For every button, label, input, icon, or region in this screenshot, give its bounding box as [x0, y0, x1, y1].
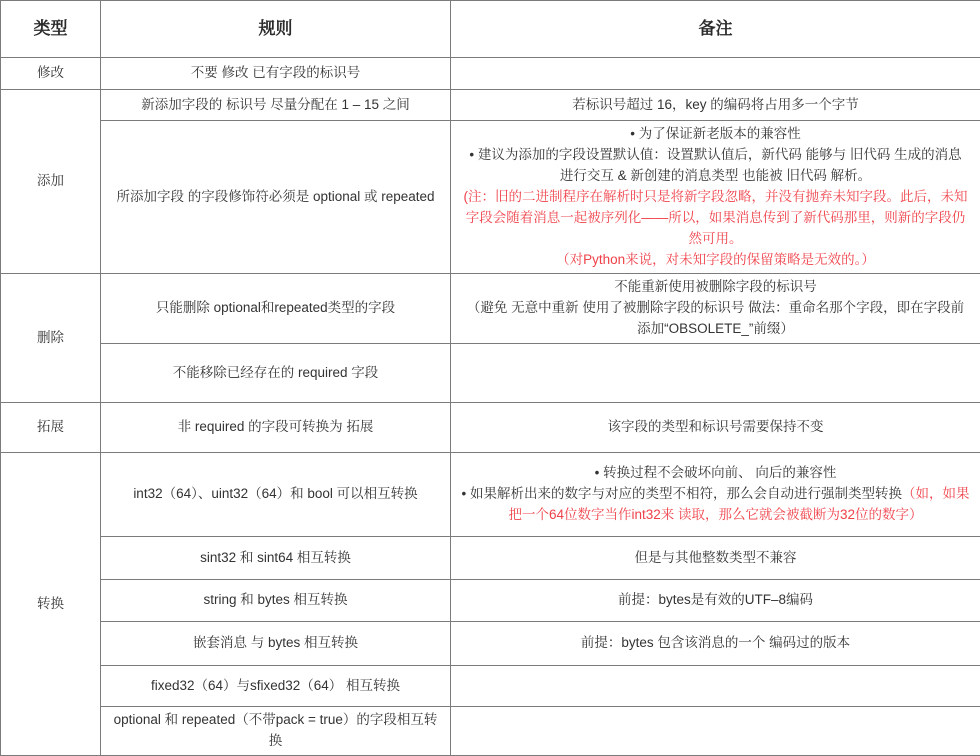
note-cell-delete-1: [451, 274, 980, 344]
rule-cell-convert-1: int32（64）、uint32（64）和 bool 可以相互转换: [101, 453, 451, 537]
note-warning-text: （如，如果把一个64位数字当作int32来 读取，那么它就会被截断为32位的数字）: [508, 486, 969, 522]
rule-cell-convert-6: optional 和 repeated（不带pack = true）的字段相互转换: [101, 707, 451, 756]
table-row: [1, 622, 980, 666]
table-row: [1, 707, 980, 756]
note-cell-extend: 该字段的类型和标识号需要保持不变: [451, 403, 980, 453]
note-line: • 转换过程不会破坏向前、 向后的兼容性: [461, 463, 970, 484]
note-line: • 建议为添加的字段设置默认值：设置默认值后，新代码 能够与 旧代码 生成的消息 进行交互 & 新创建的消息类型 也能被 旧代码 解析。: [461, 145, 970, 187]
note-cell-convert-6: [451, 707, 980, 756]
note-line: • 为了保证新老版本的兼容性: [461, 124, 970, 145]
table-row: [1, 274, 980, 344]
header-type: 类型: [1, 1, 101, 58]
type-cell-convert: 转换: [1, 453, 101, 756]
note-warning-text: (注：旧的二进制程序在解析时只是将新字段忽略，并没有抛弃未知字段。此后，未知字段会随着消息一起被序列化——所以，如果消息传到了新代码那里，则新的字段仍然可用。: [461, 187, 970, 250]
type-cell-add: 添加: [1, 90, 101, 274]
note-cell-convert-1: [451, 453, 980, 537]
table-row: [1, 666, 980, 707]
note-line: 不能重新使用被删除字段的标识号: [461, 277, 970, 298]
type-cell-modify: 修改: [1, 58, 101, 90]
rule-cell-modify: 不要 修改 已有字段的标识号: [101, 58, 451, 90]
note-line: （避免 无意中重新 使用了被删除字段的标识号 做法：重命名那个字段，即在字段前添加“OBSOLETE_”前缀）: [461, 298, 970, 340]
note-cell-convert-5: [451, 666, 980, 707]
note-cell-convert-3: 前提：bytes是有效的UTF–8编码: [451, 580, 980, 622]
table-row: [1, 537, 980, 580]
rule-cell-convert-3: string 和 bytes 相互转换: [101, 580, 451, 622]
table-header-row: [1, 1, 980, 58]
header-note: 备注: [451, 1, 980, 58]
note-cell-convert-4: 前提：bytes 包含该消息的一个 编码过的版本: [451, 622, 980, 666]
rule-cell-delete-1: 只能删除 optional和repeated类型的字段: [101, 274, 451, 344]
table-row: [1, 453, 980, 537]
note-cell-add-2: [451, 121, 980, 274]
type-cell-delete: 删除: [1, 274, 101, 403]
note-line: [461, 484, 970, 526]
rule-cell-convert-5: fixed32（64）与sfixed32（64） 相互转换: [101, 666, 451, 707]
rule-cell-delete-2: 不能移除已经存在的 required 字段: [101, 344, 451, 403]
rule-cell-add-2: 所添加字段 的字段修饰符必须是 optional 或 repeated: [101, 121, 451, 274]
note-cell-delete-2: [451, 344, 980, 403]
table-row: [1, 58, 980, 90]
table-row: [1, 344, 980, 403]
note-cell-convert-2: 但是与其他整数类型不兼容: [451, 537, 980, 580]
header-rule: 规则: [101, 1, 451, 58]
type-cell-extend: 拓展: [1, 403, 101, 453]
table-row: [1, 580, 980, 622]
table-row: [1, 403, 980, 453]
note-cell-add-1: 若标识号超过 16，key 的编码将占用多一个字节: [451, 90, 980, 121]
note-warning-text: （对Python来说，对未知字段的保留策略是无效的。）: [461, 250, 970, 271]
rule-cell-extend: 非 required 的字段可转换为 拓展: [101, 403, 451, 453]
note-text: • 如果解析出来的数字与对应的类型不相符，那么会自动进行强制类型转换: [462, 486, 902, 501]
rule-cell-add-1: 新添加字段的 标识号 尽量分配在 1 – 15 之间: [101, 90, 451, 121]
rule-cell-convert-4: 嵌套消息 与 bytes 相互转换: [101, 622, 451, 666]
rule-cell-convert-2: sint32 和 sint64 相互转换: [101, 537, 451, 580]
note-cell-modify: [451, 58, 980, 90]
table-row: [1, 121, 980, 274]
table-row: [1, 90, 980, 121]
